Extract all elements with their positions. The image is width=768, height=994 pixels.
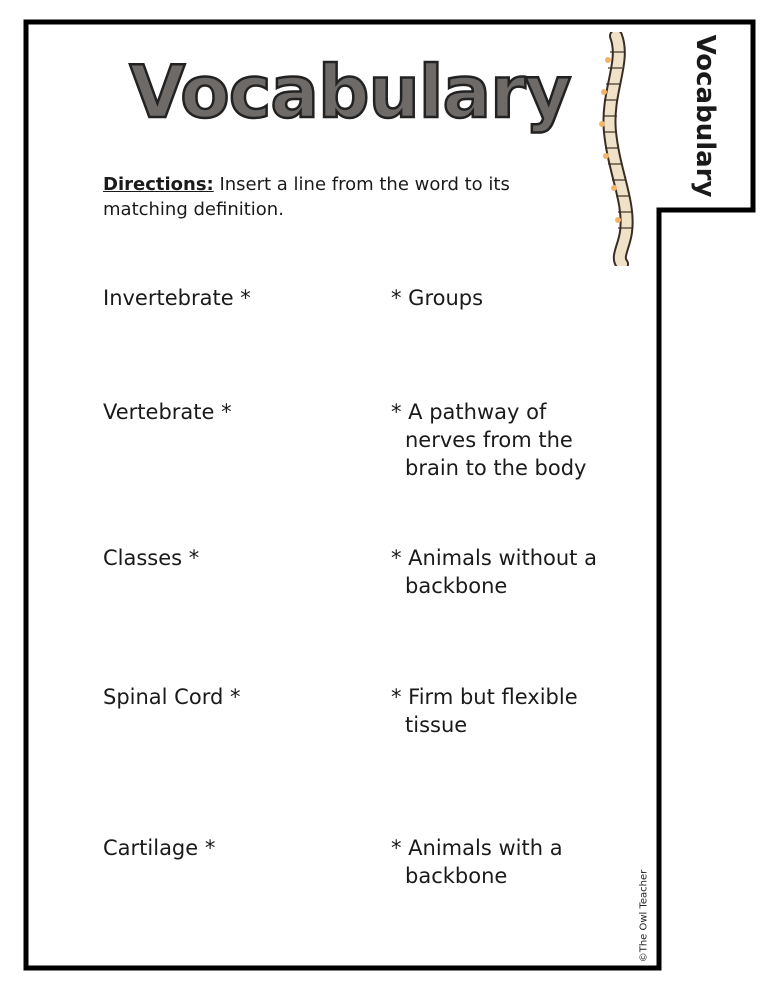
vocab-definition[interactable]: * Firm but flexible tissue (391, 685, 578, 737)
copyright-notice: ©The Owl Teacher (638, 869, 650, 963)
tab-label: Vocabulary (690, 34, 720, 198)
vocab-definition[interactable]: * A pathway of nerves from the brain to the body (391, 400, 587, 480)
page-title: Vocabulary (129, 50, 571, 134)
vocab-definition[interactable]: * Animals without a backbone (391, 546, 597, 598)
spine-illustration (586, 32, 652, 266)
directions-text: Insert a line from the word to its matching definition. (103, 174, 510, 220)
vocab-word[interactable]: Classes * (103, 546, 200, 570)
directions-label: Directions: (103, 174, 214, 195)
vocab-word[interactable]: Spinal Cord * (103, 685, 241, 709)
vocab-definition[interactable]: * Groups (391, 286, 484, 310)
vocab-word[interactable]: Cartilage * (103, 836, 216, 860)
directions (103, 172, 563, 222)
vocab-definition[interactable]: * Animals with a backbone (391, 836, 563, 888)
vocab-word[interactable]: Vertebrate * (103, 400, 232, 424)
vocab-word[interactable]: Invertebrate * (103, 286, 251, 310)
